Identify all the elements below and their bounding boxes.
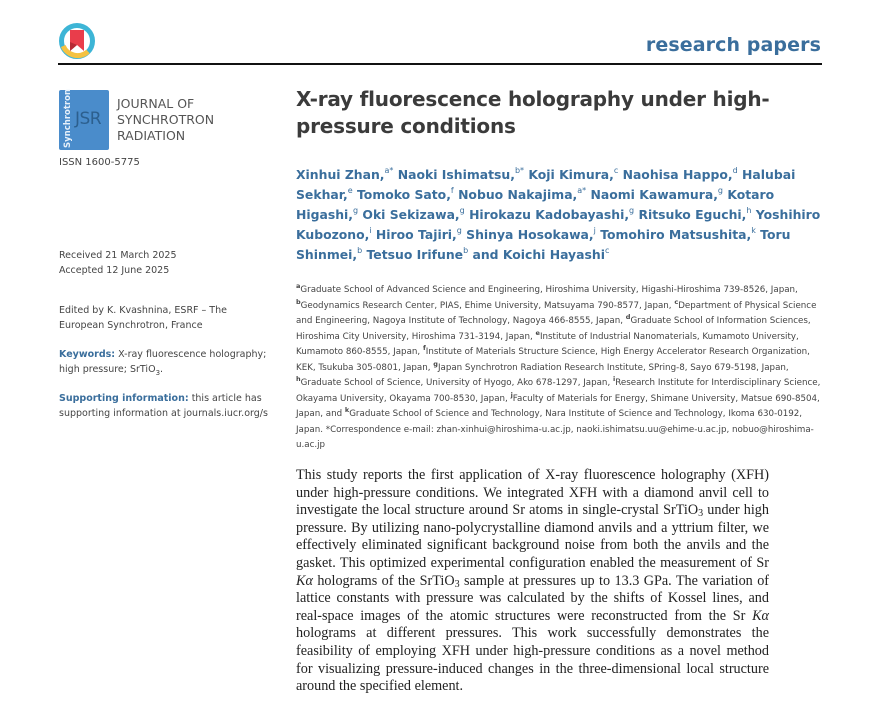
affiliation-text: Graduate School of Science, University of Hyogo, Ako 678-1297, Japan,	[300, 378, 611, 388]
author-affiliation-mark: e	[347, 186, 353, 195]
abstract-text: under high pressure. By utilizing nano-polycrystalline diamond anvils and a yttrium filter, we effectively eliminated significant background noise from both the anvils and the gasket. This optimized experimental configuration enabled the measurement of Sr	[296, 502, 769, 571]
abstract-text: holograms of the SrTiO	[312, 572, 455, 589]
affiliation-mark: i	[612, 375, 616, 383]
author-name: Hiroo Tajiri,	[375, 227, 457, 242]
author-name: Kotaro Higashi,	[296, 187, 775, 222]
author-affiliation-mark: f	[450, 186, 454, 195]
author[interactable]	[357, 187, 454, 202]
affiliation-mark: g	[433, 359, 438, 368]
abstract-text: holograms at different pressures. This work successfully demonstrates the feasibility of employing XFH under high-pressure conditions as a novel method for visualizing pressure-induced changes in the three-dimensional local structure around the specified element.	[296, 625, 769, 695]
author-affiliation-mark: j	[593, 226, 596, 235]
affiliation-text: Department of Physical Science and Engineering, Nagoya Institute of Technology, Nagoya 466-8555, Japan,	[296, 300, 817, 326]
author[interactable]	[638, 207, 751, 222]
author-name: Oki Sekizawa,	[362, 207, 460, 222]
author[interactable]	[623, 167, 738, 182]
author[interactable]	[376, 227, 462, 242]
keywords	[59, 347, 274, 381]
author-affiliation-mark: g	[456, 226, 462, 235]
affiliation-mark: d	[625, 313, 631, 321]
author-affiliation-mark: h	[746, 206, 752, 215]
article-title: X-ray fluorescence holography under high-pressure conditions	[296, 87, 770, 138]
affiliation-text: Japan Synchrotron Radiation Research Institute, SPring-8, Sayo 679-5198, Japan,	[437, 362, 789, 373]
author[interactable]	[367, 247, 469, 262]
affiliation	[433, 359, 789, 373]
author-affiliation-mark: b*	[514, 166, 525, 175]
author-name: Naohisa Happo,	[622, 167, 733, 182]
author-affiliation-mark: b	[357, 246, 363, 255]
affiliations	[296, 283, 826, 454]
author-name: Yoshihiro Kubozono,	[296, 207, 821, 242]
keywords-label: Keywords:	[59, 349, 116, 360]
author-affiliation-mark: c	[613, 166, 619, 175]
keywords-sub: 3	[155, 368, 161, 377]
affiliation-mark: a	[296, 282, 301, 290]
abstract-text: sample at pressures up to 13.3 GPa. The variation of lattice constants with pressure was calculated by the shifts of Kossel lines, and real-space images of the atomic structures were reconstructed from the Sr	[296, 572, 770, 624]
abstract-text: This study reports the first application of X-ray fluorescence holography (XFH) under high-pressure conditions. We integrated XFH with a diamond anvil cell to investigate the local structure around Sr atoms in single-crystal SrTiO	[296, 467, 769, 519]
author-name: Ritsuko Eguchi,	[638, 207, 747, 222]
author-affiliation-mark: b	[463, 246, 469, 255]
affiliation	[296, 282, 798, 295]
supporting-text[interactable]: this article has supporting information at journals.iucr.org/s	[59, 393, 268, 419]
author-name: Naoki Ishimatsu,	[397, 167, 515, 182]
affiliation-text: Graduate School of Advanced Science and Engineering, Hiroshima University, Higashi-Hiroshima 739-8526, Japan,	[300, 285, 798, 295]
correspondence: *Correspondence e-mail: zhan-xinhui@hiroshima-u.ac.jp, naoki.ishimatsu.uu@ehime-u.ac.jp, nobuo@hiroshima-u.ac.jp	[296, 424, 814, 450]
crossmark-icon[interactable]	[58, 22, 96, 60]
author-affiliation-mark: a*	[577, 186, 587, 195]
k-alpha: Kα	[296, 572, 313, 589]
author-affiliation-mark: g	[717, 186, 723, 195]
author[interactable]	[469, 207, 634, 222]
subscript: 3	[698, 508, 704, 520]
affiliation-text: Graduate School of Science and Technology, Nara Institute of Science and Technology, Ikoma 630-0192, Japan.	[296, 409, 803, 435]
author-name: Naomi Kawamura,	[590, 187, 718, 202]
affiliation-text: Faculty of Materials for Energy, Shimane University, Matsue 690-8504, Japan, and	[296, 393, 820, 419]
journal-name-line: SYNCHROTRON	[117, 112, 215, 127]
affiliation-text: Institute of Industrial Nanomaterials, Kumamoto University, Kumamoto 860-8555, Japan,	[296, 331, 799, 357]
issn: ISSN 1600-5775	[59, 157, 140, 168]
dates	[59, 248, 274, 278]
author-name: Xinhui Zhan,	[296, 167, 385, 182]
affiliation-mark: b	[296, 297, 301, 306]
affiliation	[296, 297, 672, 311]
author[interactable]	[591, 187, 723, 202]
section-label: research papers	[645, 34, 821, 56]
journal-name-line: RADIATION	[117, 128, 186, 143]
author-name: Tomoko Sato,	[357, 187, 451, 202]
abstract	[296, 467, 769, 696]
author[interactable]	[458, 187, 586, 202]
author-name: Nobuo Nakajima,	[458, 187, 578, 202]
author[interactable]	[466, 227, 596, 242]
journal-name-line: JOURNAL OF	[117, 96, 195, 111]
author[interactable]	[528, 167, 618, 182]
author[interactable]	[362, 207, 464, 222]
author-affiliation-mark: c	[604, 246, 610, 255]
k-alpha: Kα	[752, 607, 769, 624]
affiliation-text: Graduate School of Information Sciences, Hiroshima City University, Hiroshima 731-3194, Japan,	[296, 316, 811, 342]
affiliation-mark: h	[296, 375, 301, 383]
author-name: Toru Shinmei,	[296, 227, 791, 262]
author[interactable]	[600, 227, 756, 242]
journal-logo[interactable]	[59, 90, 219, 150]
author-name: Koji Kimura,	[528, 167, 614, 182]
jsr-logo-box	[59, 90, 109, 150]
supporting-information	[59, 391, 274, 421]
author-name: Hirokazu Kadobayashi,	[469, 207, 630, 222]
supporting-label: Supporting information:	[59, 393, 189, 404]
author-name: and Koichi Hayashi	[472, 247, 605, 262]
edited-by: Edited by K. Kvashnina, ESRF – The European Synchrotron, France	[59, 305, 227, 331]
accepted-date: Accepted 12 June 2025	[59, 265, 170, 276]
affiliation-mark: f	[422, 344, 426, 352]
author-affiliation-mark: d	[732, 166, 738, 175]
author-affiliation-mark: g	[459, 206, 465, 215]
author[interactable]	[472, 247, 609, 262]
affiliation-mark: c	[674, 297, 679, 306]
affiliation-mark: k	[344, 406, 350, 414]
logo-abbreviation: JSR	[75, 109, 102, 129]
logo-vertical-text: Synchrotron	[63, 89, 73, 148]
author[interactable]	[296, 167, 393, 182]
author-affiliation-mark: a*	[384, 166, 394, 175]
keywords-end: .	[160, 364, 164, 375]
author-name: Halubai Sekhar,	[296, 167, 796, 202]
affiliation-text: Geodynamics Research Center, PIAS, Ehime University, Matsuyama 790-8577, Japan,	[300, 300, 672, 311]
author-affiliation-mark: g	[353, 206, 359, 215]
affiliation	[296, 375, 611, 388]
journal-name	[117, 96, 214, 144]
author-name: Tetsuo Irifune	[366, 247, 464, 262]
author-affiliation-mark: k	[751, 226, 756, 235]
author-name: Shinya Hosokawa,	[466, 227, 594, 242]
author-affiliation-mark: g	[629, 206, 635, 215]
author-name: Tomohiro Matsushita,	[600, 227, 752, 242]
affiliation-mark: j	[510, 390, 513, 399]
keywords-text: X-ray fluorescence holography; high pressure; SrTiO	[59, 349, 267, 375]
subscript: 3	[454, 578, 460, 590]
affiliation-mark: e	[535, 328, 540, 337]
author-list	[296, 165, 826, 265]
author-affiliation-mark: i	[369, 226, 372, 235]
affiliation-text: Institute of Materials Structure Science, High Energy Accelerator Research Organization, KEK, Tsukuba 305-0801, Japan,	[296, 347, 810, 373]
header-rule	[58, 63, 822, 65]
author[interactable]	[398, 167, 524, 182]
received-date: Received 21 March 2025	[59, 250, 177, 261]
affiliation-text: Research Institute for Interdisciplinary Science, Okayama University, Okayama 700-8530, Japan,	[296, 378, 821, 404]
